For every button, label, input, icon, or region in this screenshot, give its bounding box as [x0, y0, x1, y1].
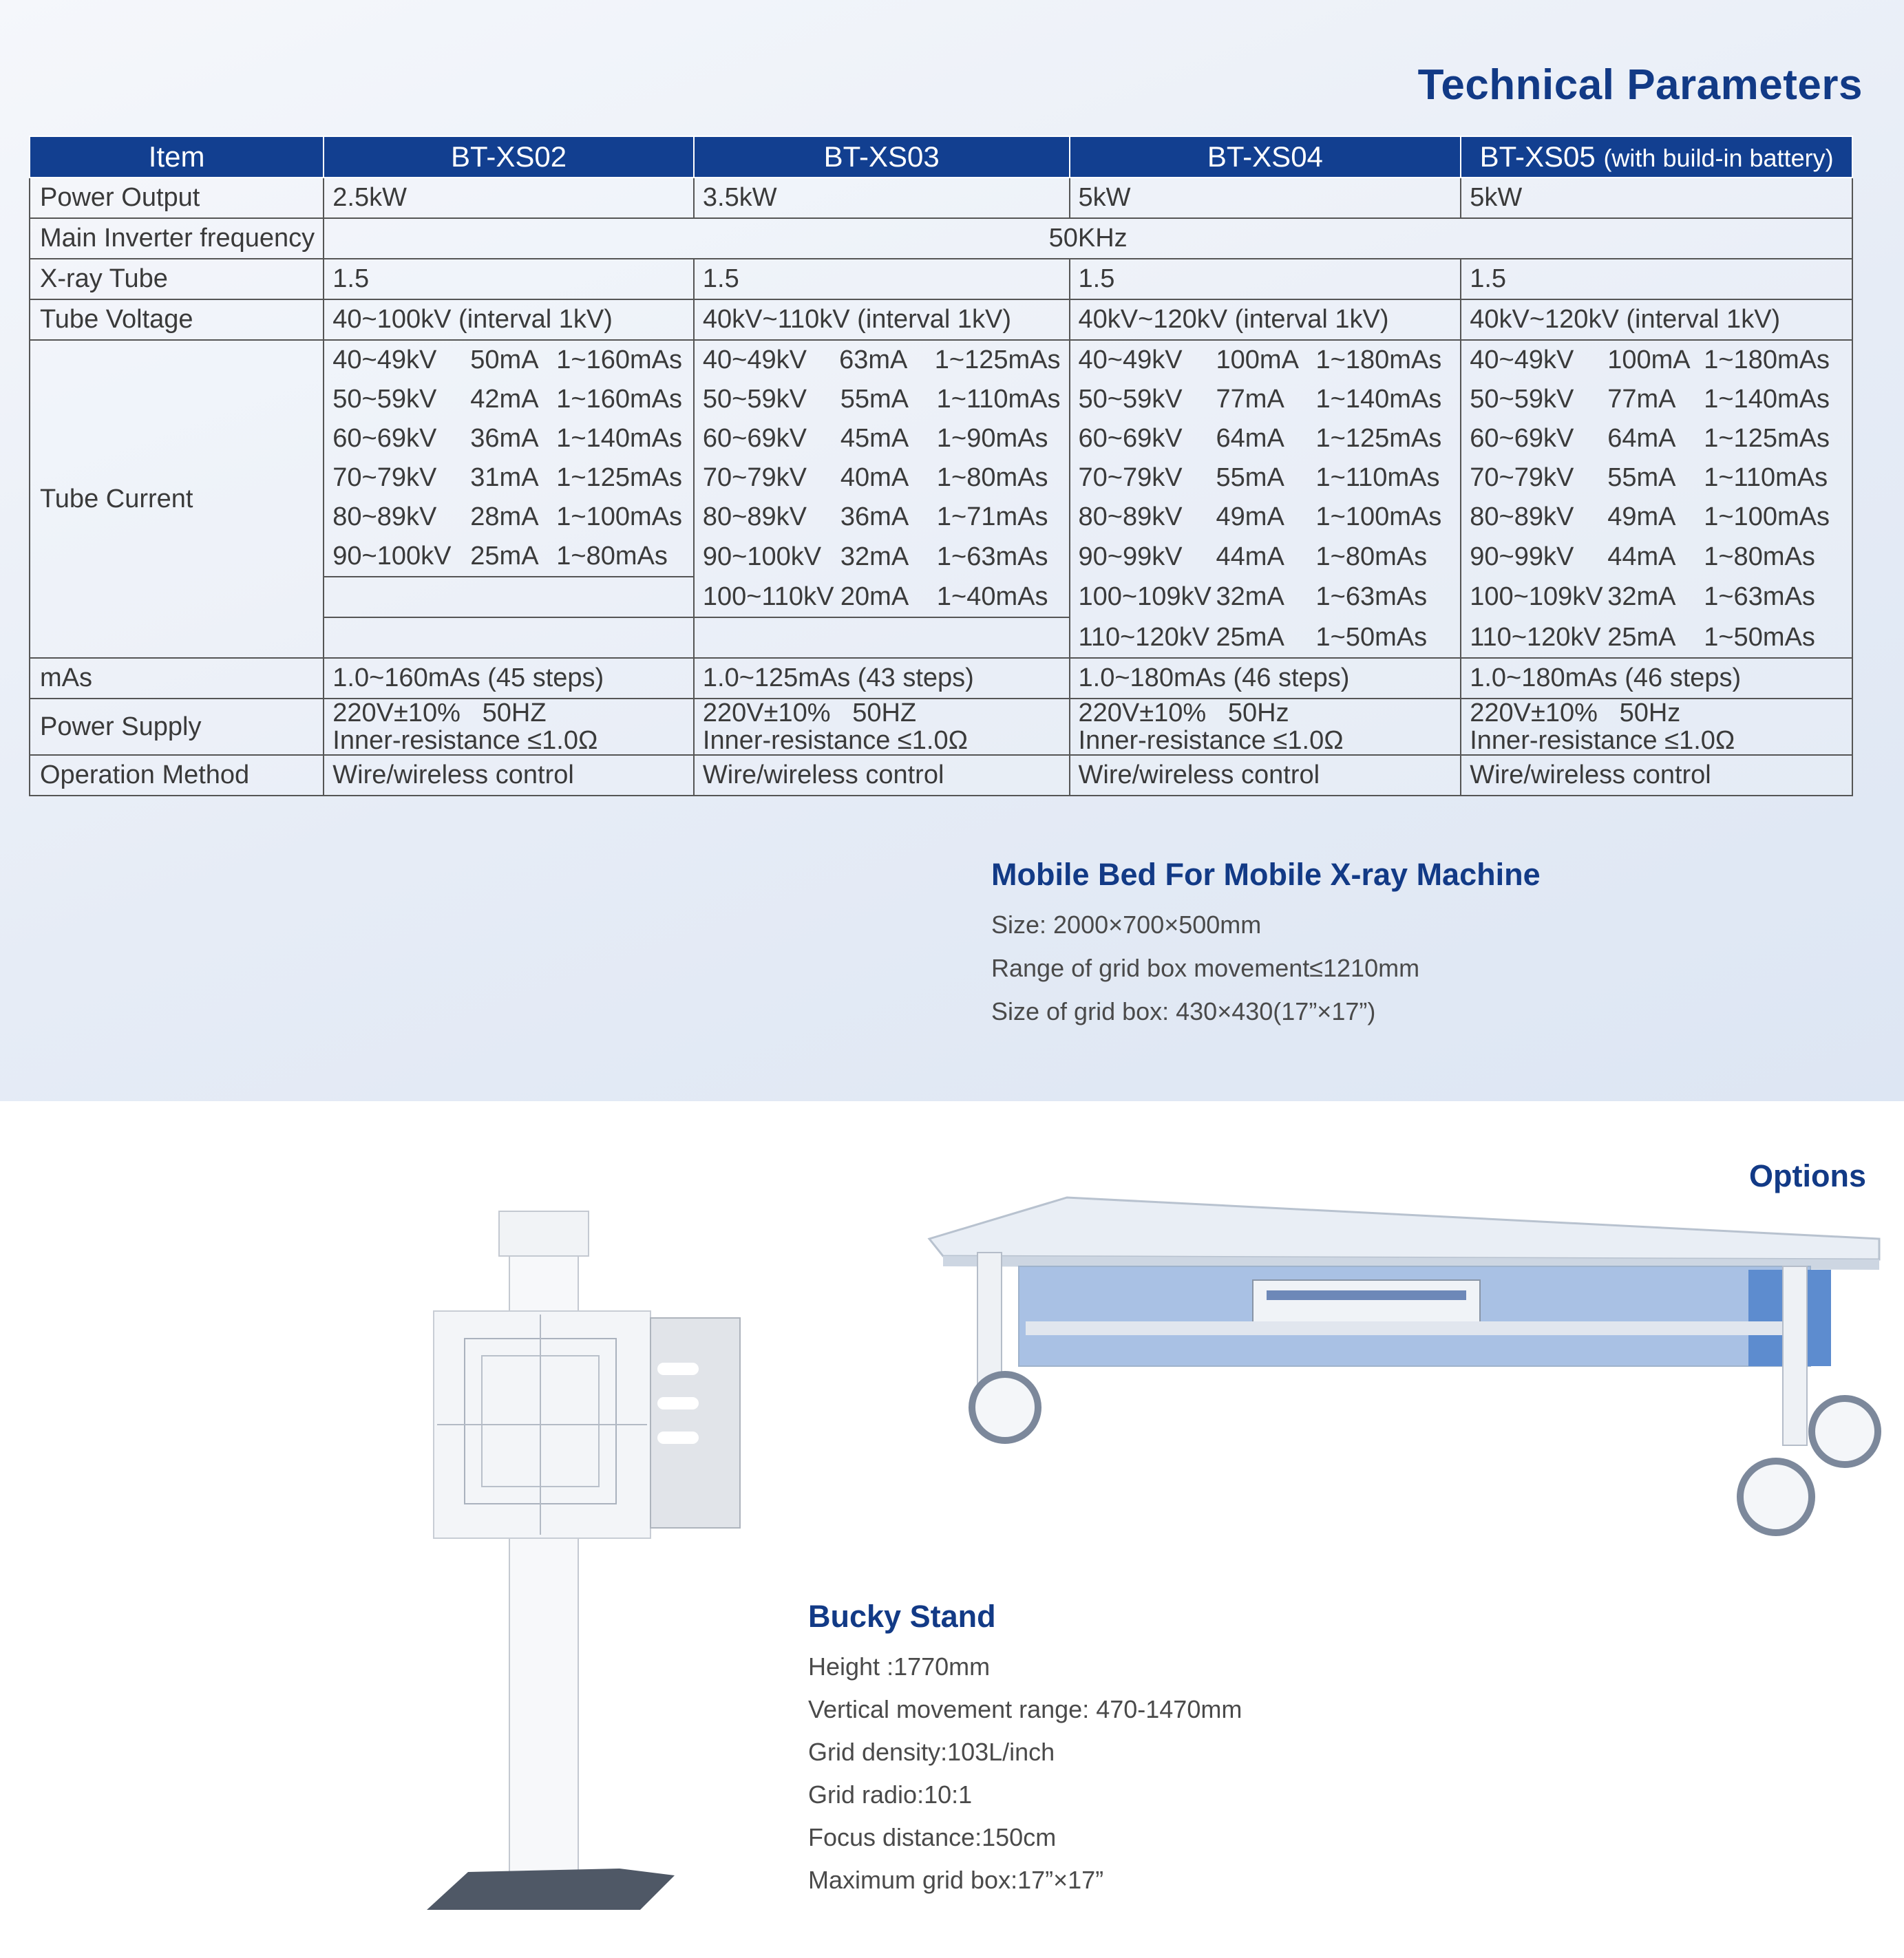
table-cell-empty — [324, 577, 694, 617]
table-cell: 1.0~125mAs (43 steps) — [694, 658, 1070, 699]
table-cell-empty — [694, 617, 1070, 658]
table-row — [30, 658, 1852, 699]
spec-line: Grid radio:10:1 — [808, 1780, 973, 1809]
table-cell: 40kV~120kV (interval 1kV) — [1461, 299, 1852, 340]
table-cell-empty — [324, 617, 694, 658]
table-cell: 80~89kV 49mA 1~100mAs — [1461, 498, 1852, 537]
table-row — [30, 299, 1852, 340]
table-row — [30, 699, 1852, 755]
table-cell: 60~69kV 36mA 1~140mAs — [324, 419, 694, 458]
spec-line: Size: 2000×700×500mm — [991, 911, 1262, 939]
table-cell: 90~99kV 44mA 1~80mAs — [1070, 537, 1461, 577]
table-cell: Wire/wireless control — [324, 755, 694, 796]
mobile-bed-image — [922, 1184, 1886, 1549]
table-cell: 80~89kV 36mA 1~71mAs — [694, 498, 1070, 537]
header-model-4-name: BT-XS05 — [1479, 140, 1596, 173]
spec-line: Maximum grid box:17”×17” — [808, 1866, 1104, 1894]
page-title: Technical Parameters — [1417, 61, 1863, 109]
row-label: Power Output — [30, 178, 324, 218]
table-cell: 1.0~180mAs (46 steps) — [1070, 658, 1461, 699]
options-title: Options — [1749, 1158, 1866, 1193]
header-model-3: BT-XS04 — [1070, 136, 1461, 178]
table-cell: 80~89kV 28mA 1~100mAs — [324, 498, 694, 537]
table-cell: 60~69kV 45mA 1~90mAs — [694, 419, 1070, 458]
technical-parameters-table — [29, 136, 1853, 796]
table-cell: 50~59kV 42mA 1~160mAs — [324, 380, 694, 419]
table-cell: 70~79kV 55mA 1~110mAs — [1070, 458, 1461, 498]
table-header-row — [30, 136, 1852, 178]
table-row — [30, 218, 1852, 259]
table-cell: 1.5 — [694, 259, 1070, 299]
table-cell: 220V±10% 50Hz Inner-resistance ≤1.0Ω — [1461, 699, 1852, 755]
table-cell: 90~100kV 25mA 1~80mAs — [324, 537, 694, 577]
table-cell: 80~89kV 49mA 1~100mAs — [1070, 498, 1461, 537]
table-cell: Wire/wireless control — [1461, 755, 1852, 796]
header-model-4 — [1461, 136, 1852, 178]
spec-line: Vertical movement range: 470-1470mm — [808, 1695, 1242, 1723]
mobile-bed-specs — [991, 857, 1541, 1042]
spec-line: Grid density:103L/inch — [808, 1738, 1055, 1766]
table-row — [30, 178, 1852, 218]
row-label: Operation Method — [30, 755, 324, 796]
table-cell: 40~49kV 63mA 1~125mAs — [694, 340, 1070, 380]
table-cell: 1.5 — [1070, 259, 1461, 299]
table-cell: 220V±10% 50Hz Inner-resistance ≤1.0Ω — [1070, 699, 1461, 755]
table-cell: 50~59kV 77mA 1~140mAs — [1070, 380, 1461, 419]
bucky-stand-specs — [808, 1599, 1242, 1910]
row-label: mAs — [30, 658, 324, 699]
table-cell: 5kW — [1461, 178, 1852, 218]
table-cell: 90~99kV 44mA 1~80mAs — [1461, 537, 1852, 577]
row-label: X-ray Tube — [30, 259, 324, 299]
table-cell: 70~79kV 40mA 1~80mAs — [694, 458, 1070, 498]
header-model-1: BT-XS02 — [324, 136, 694, 178]
table-cell: 40~49kV 50mA 1~160mAs — [324, 340, 694, 380]
table-cell: 40~49kV 100mA 1~180mAs — [1070, 340, 1461, 380]
table-cell: Wire/wireless control — [694, 755, 1070, 796]
table-row — [30, 340, 1852, 380]
table-row — [30, 259, 1852, 299]
spec-line: Size of grid box: 430×430(17”×17”) — [991, 997, 1376, 1025]
row-label: Tube Voltage — [30, 299, 324, 340]
row-label: Power Supply — [30, 699, 324, 755]
table-cell: 70~79kV 31mA 1~125mAs — [324, 458, 694, 498]
table-cell: 40~49kV 100mA 1~180mAs — [1461, 340, 1852, 380]
table-cell: 40kV~110kV (interval 1kV) — [694, 299, 1070, 340]
header-model-4-note: (with build-in battery) — [1603, 144, 1834, 172]
table-cell: 1.0~180mAs (46 steps) — [1461, 658, 1852, 699]
table-cell: 40kV~120kV (interval 1kV) — [1070, 299, 1461, 340]
table-cell: 100~109kV 32mA 1~63mAs — [1070, 577, 1461, 617]
table-cell: 60~69kV 64mA 1~125mAs — [1461, 419, 1852, 458]
table-cell: 40~100kV (interval 1kV) — [324, 299, 694, 340]
table-cell: 1.5 — [324, 259, 694, 299]
table-cell: 60~69kV 64mA 1~125mAs — [1070, 419, 1461, 458]
table-cell: 3.5kW — [694, 178, 1070, 218]
table-row — [30, 755, 1852, 796]
table-cell: 1.0~160mAs (45 steps) — [324, 658, 694, 699]
row-label: Main Inverter frequency — [30, 218, 324, 259]
table-cell: 50~59kV 77mA 1~140mAs — [1461, 380, 1852, 419]
table-cell: 100~110kV 20mA 1~40mAs — [694, 577, 1070, 617]
spec-line: Height :1770mm — [808, 1652, 991, 1681]
table-cell: 50~59kV 55mA 1~110mAs — [694, 380, 1070, 419]
row-label: Tube Current — [30, 340, 324, 658]
bucky-stand-image — [413, 1208, 771, 1930]
table-cell: 220V±10% 50HZ Inner-resistance ≤1.0Ω — [694, 699, 1070, 755]
table-cell: 110~120kV 25mA 1~50mAs — [1461, 617, 1852, 658]
mobile-bed-title: Mobile Bed For Mobile X-ray Machine — [991, 857, 1541, 892]
table-cell: 2.5kW — [324, 178, 694, 218]
table-cell: 90~100kV 32mA 1~63mAs — [694, 537, 1070, 577]
table-cell: Wire/wireless control — [1070, 755, 1461, 796]
spec-line: Focus distance:150cm — [808, 1823, 1057, 1851]
spec-line: Range of grid box movement≤1210mm — [991, 954, 1420, 982]
header-model-2: BT-XS03 — [694, 136, 1070, 178]
table-cell: 50KHz — [324, 218, 1852, 259]
table-cell: 70~79kV 55mA 1~110mAs — [1461, 458, 1852, 498]
table-cell: 1.5 — [1461, 259, 1852, 299]
table-cell: 100~109kV 32mA 1~63mAs — [1461, 577, 1852, 617]
bucky-stand-title: Bucky Stand — [808, 1599, 996, 1634]
header-item: Item — [30, 136, 324, 178]
table-cell: 220V±10% 50HZ Inner-resistance ≤1.0Ω — [324, 699, 694, 755]
table-cell: 110~120kV 25mA 1~50mAs — [1070, 617, 1461, 658]
table-cell: 5kW — [1070, 178, 1461, 218]
